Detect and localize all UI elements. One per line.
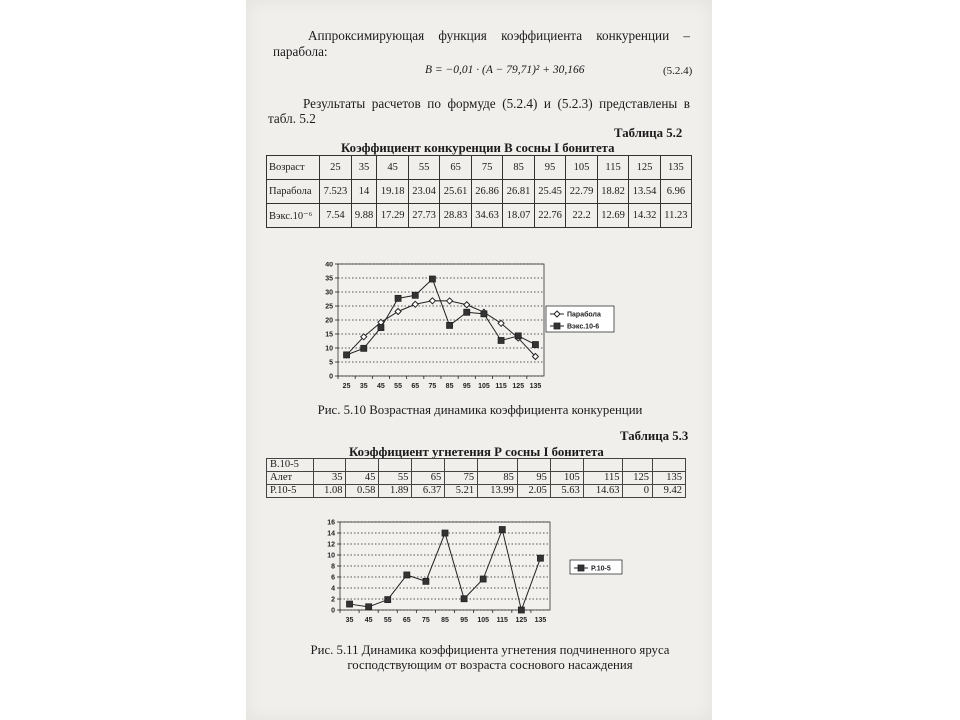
table-cell: 27.73	[408, 204, 439, 228]
y-tick-label: 6	[331, 574, 335, 582]
table-cell: 95	[517, 472, 550, 485]
formula-number: (5.2.4)	[663, 65, 693, 77]
data-point	[429, 276, 435, 282]
table-cell: Алет	[267, 472, 314, 485]
x-tick-label: 35	[359, 383, 368, 390]
x-tick-label: 75	[422, 617, 430, 624]
table-cell	[445, 459, 478, 472]
data-point	[378, 325, 384, 331]
data-point	[515, 333, 521, 339]
table-cell: 35	[313, 472, 346, 485]
y-tick-label: 15	[325, 331, 333, 339]
table-cell: Возраст	[267, 156, 320, 180]
table52-row-parabola	[267, 180, 692, 204]
y-tick-label: 2	[331, 596, 335, 604]
y-tick-label: 40	[325, 262, 333, 269]
table53-row-age	[267, 472, 686, 485]
table-cell: 26.81	[503, 180, 534, 204]
intro-line-2: парабола:	[273, 44, 328, 59]
x-tick-label: 55	[383, 617, 392, 624]
table-cell	[517, 459, 550, 472]
table-cell: 45	[346, 472, 379, 485]
results-line-1: Результаты расчетов по формуде (5.2.4) и (5.2.3) представлены в	[303, 96, 690, 111]
x-tick-label: 45	[364, 617, 373, 624]
table-cell: 105	[566, 156, 597, 180]
y-tick-label: 20	[325, 317, 333, 325]
oppression-chart	[314, 516, 632, 628]
x-tick-label: 95	[460, 617, 468, 624]
y-tick-label: 35	[325, 275, 333, 283]
table-cell: 11.23	[660, 204, 691, 228]
data-point	[518, 607, 524, 613]
x-tick-label: 85	[445, 383, 454, 390]
x-tick-label: 35	[345, 617, 354, 624]
table-cell: 12.69	[597, 204, 628, 228]
table-cell: 22.76	[534, 204, 565, 228]
x-tick-label: 85	[441, 617, 449, 624]
table-cell: 25.61	[440, 180, 471, 204]
data-point	[366, 604, 372, 610]
table-cell: 14.32	[629, 204, 660, 228]
data-point	[537, 555, 543, 561]
y-tick-label: 10	[325, 345, 333, 353]
intro-line-1: Аппроксимирующая функция коэффициента конкуренции –	[308, 28, 690, 43]
table-cell: 23.04	[408, 180, 439, 204]
table-cell: Парабола	[267, 180, 320, 204]
data-point	[532, 342, 538, 348]
data-point	[480, 576, 486, 582]
table-cell	[583, 459, 623, 472]
data-point	[447, 322, 453, 328]
x-tick-label: 105	[477, 617, 490, 624]
data-point	[347, 601, 353, 607]
data-point	[442, 530, 448, 536]
table-cell	[623, 459, 653, 472]
fig511-caption-line-1: Рис. 5.11 Динамика коэффициента угнетения подчиненного яруса	[310, 643, 670, 657]
table-cell: 13.54	[629, 180, 660, 204]
table-cell: 95	[534, 156, 565, 180]
table-cell: 135	[652, 472, 685, 485]
table-cell: 0	[623, 485, 653, 498]
table-cell: 22.79	[566, 180, 597, 204]
y-tick-label: 10	[327, 552, 335, 560]
data-point	[481, 311, 487, 317]
y-tick-label: 5	[329, 359, 333, 367]
table-cell: 75	[471, 156, 502, 180]
table52-label: Таблица 5.2	[614, 126, 683, 140]
fig510-caption: Рис. 5.10 Возрастная динамика коэффициента конкуренции	[317, 403, 643, 417]
table53	[266, 458, 686, 498]
x-tick-label: 95	[462, 383, 471, 390]
y-tick-label: 14	[327, 530, 335, 538]
table-cell: 26.86	[471, 180, 502, 204]
table-cell: 125	[629, 156, 660, 180]
data-point	[344, 352, 350, 358]
table52-title: Коэффициент конкуренции В сосны I бонитета	[341, 141, 615, 155]
table-cell: 14	[351, 180, 377, 204]
table-cell: 5.21	[445, 485, 478, 498]
data-point	[385, 597, 391, 603]
table-cell: 19.18	[377, 180, 408, 204]
table-cell: Р.10-5	[267, 485, 314, 498]
table-cell: 17.29	[377, 204, 408, 228]
y-tick-label: 25	[325, 303, 333, 311]
data-point	[395, 295, 401, 301]
data-point	[412, 292, 418, 298]
table-cell: 6.96	[660, 180, 691, 204]
formula: B = −0,01 · (A − 79,71)² + 30,166	[425, 64, 585, 76]
table-cell	[550, 459, 583, 472]
table-cell: 85	[503, 156, 534, 180]
table53-label: Таблица 5.3	[620, 429, 689, 443]
table-cell	[478, 459, 518, 472]
table-cell: В.10-5	[267, 459, 314, 472]
table53-title: Коэффициент угнетения Р сосны I бонитета	[349, 445, 604, 459]
x-tick-label: 135	[534, 617, 547, 624]
table-cell: 45	[377, 156, 408, 180]
y-tick-label: 0	[329, 373, 333, 381]
y-tick-label: 30	[325, 289, 333, 297]
table-cell: 75	[445, 472, 478, 485]
table52	[266, 155, 692, 228]
table-cell	[379, 459, 412, 472]
x-tick-label: 115	[495, 383, 507, 390]
x-tick-label: 135	[529, 383, 542, 390]
table-cell: Вэкс.10⁻⁶	[267, 204, 320, 228]
data-point	[554, 323, 560, 329]
table-cell	[412, 459, 445, 472]
table-cell: 1.89	[379, 485, 412, 498]
competition-chart	[318, 262, 624, 394]
table-cell: 22.2	[566, 204, 597, 228]
table-cell	[652, 459, 685, 472]
table-cell: 125	[623, 472, 653, 485]
table-cell: 13.99	[478, 485, 518, 498]
x-tick-label: 25	[342, 383, 351, 390]
table-cell: 18.07	[503, 204, 534, 228]
y-tick-label: 12	[327, 541, 335, 549]
table-cell: 25	[320, 156, 351, 180]
table-cell: 135	[660, 156, 691, 180]
table-cell: 7.523	[320, 180, 351, 204]
legend-label: Вэкс.10-6	[567, 323, 600, 331]
table-cell: 65	[412, 472, 445, 485]
table-cell: 5.63	[550, 485, 583, 498]
table52-row-bexp	[267, 204, 692, 228]
table-cell: 85	[478, 472, 518, 485]
x-tick-label: 75	[428, 383, 437, 390]
table-cell	[313, 459, 346, 472]
x-tick-label: 105	[478, 383, 490, 390]
y-tick-label: 0	[331, 607, 335, 615]
x-tick-label: 125	[512, 383, 525, 390]
fig511-caption-line-2: господствующим от возраста соснового насаждения	[347, 658, 633, 672]
table-cell: 55	[379, 472, 412, 485]
table-cell: 55	[408, 156, 439, 180]
table-cell: 9.88	[351, 204, 377, 228]
x-tick-label: 45	[377, 383, 385, 390]
table52-header-row	[267, 156, 692, 180]
table-cell: 0.58	[346, 485, 379, 498]
results-line-2: табл. 5.2	[268, 111, 316, 126]
table-cell: 9.42	[652, 485, 685, 498]
table-cell: 35	[351, 156, 377, 180]
x-tick-label: 55	[394, 383, 402, 390]
legend-label: P.10-5	[591, 565, 611, 573]
table53-row-header	[267, 459, 686, 472]
table-cell: 115	[583, 472, 623, 485]
table-cell: 105	[550, 472, 583, 485]
x-tick-label: 125	[515, 617, 528, 624]
legend-label: Парабола	[567, 311, 601, 319]
data-point	[499, 527, 505, 533]
data-point	[461, 596, 467, 602]
table-cell	[346, 459, 379, 472]
y-tick-label: 16	[327, 519, 335, 527]
table-cell: 28.83	[440, 204, 471, 228]
table-cell: 2.05	[517, 485, 550, 498]
table-cell: 14.63	[583, 485, 623, 498]
x-tick-label: 65	[411, 383, 420, 390]
table-cell: 1.08	[313, 485, 346, 498]
data-point	[498, 337, 504, 343]
table-cell: 7.54	[320, 204, 351, 228]
data-point	[404, 572, 410, 578]
x-tick-label: 115	[496, 617, 508, 624]
data-point	[361, 345, 367, 351]
table-cell: 6.37	[412, 485, 445, 498]
data-point	[464, 309, 470, 315]
data-point	[423, 578, 429, 584]
table-cell: 25.45	[534, 180, 565, 204]
table-cell: 65	[440, 156, 471, 180]
table-cell: 18.82	[597, 180, 628, 204]
x-tick-label: 65	[402, 617, 411, 624]
y-tick-label: 4	[331, 585, 335, 593]
data-point	[578, 565, 584, 571]
table-cell: 115	[597, 156, 628, 180]
table53-row-p	[267, 485, 686, 498]
table-cell: 34.63	[471, 204, 502, 228]
y-tick-label: 8	[331, 563, 335, 571]
